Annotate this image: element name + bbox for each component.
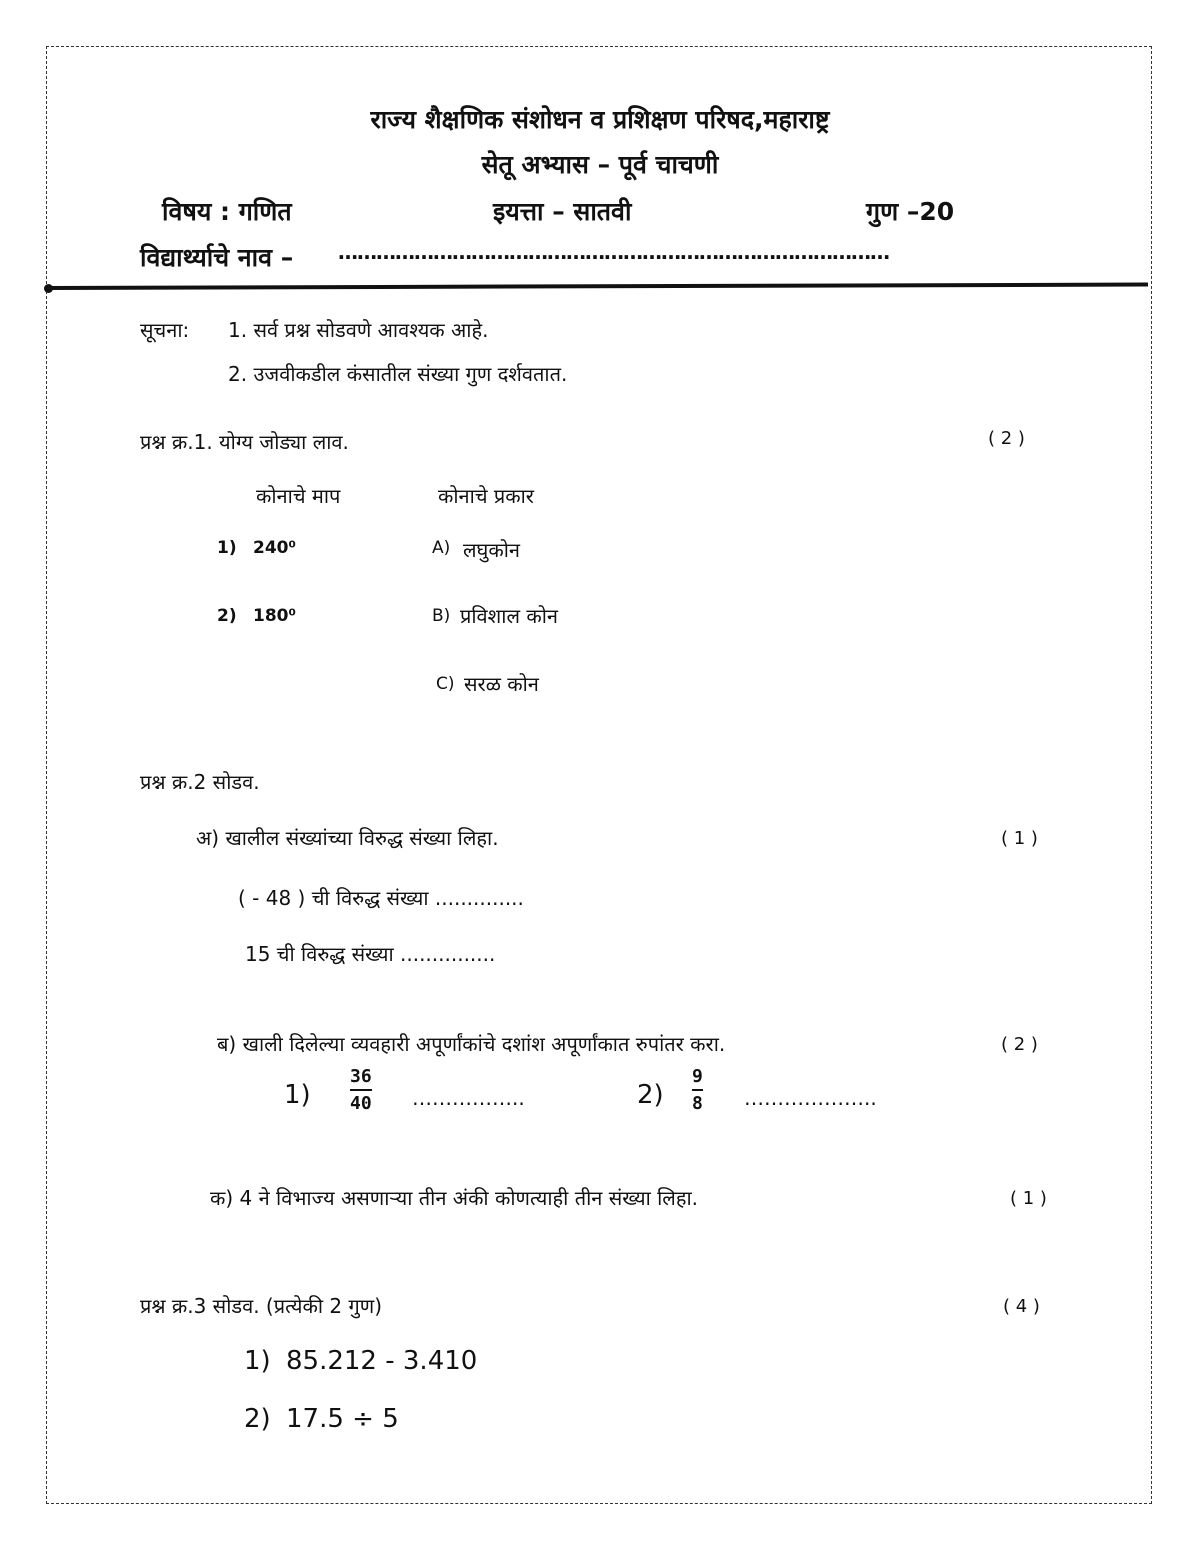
q2c-text: क) 4 ने विभाज्य असणाऱ्या तीन अंकी कोणत्याही तीन संख्या लिहा. [210, 1186, 698, 1210]
q2a-marks: ( 1 ) [1001, 828, 1038, 849]
fraction-1-label: 1) [284, 1080, 311, 1110]
q3-item-expr: 85.212 - 3.410 [286, 1346, 478, 1376]
fraction-1-bar [350, 1089, 372, 1091]
fraction-2-bar [692, 1089, 703, 1091]
fraction-2-denominator: 8 [692, 1093, 703, 1114]
q1-left-num: 2) [217, 606, 237, 626]
q3-item-expr: 17.5 ÷ 5 [286, 1404, 399, 1434]
q3-title: प्रश्न क्र.3 सोडव. (प्रत्येकी 2 गुण) [140, 1294, 382, 1318]
q3-item-num: 2) [244, 1404, 271, 1434]
q1-marks: ( 2 ) [988, 428, 1025, 449]
q1-column-a-heading: कोनाचे माप [256, 484, 341, 508]
q2-title: प्रश्न क्र.2 सोडव. [140, 770, 260, 794]
q2b-marks: ( 2 ) [1001, 1034, 1038, 1055]
fraction-2-numerator: 9 [692, 1066, 703, 1087]
q1-right-text: लघुकोन [463, 538, 521, 562]
q1-left-num: 1) [217, 538, 237, 558]
fraction-2-label: 2) [637, 1080, 664, 1110]
q2c-marks: ( 1 ) [1010, 1188, 1047, 1209]
fraction-2-answer-blank: ……………….. [744, 1086, 877, 1110]
q2a-line-2: 15 ची विरुद्ध संख्या ............... [245, 942, 496, 966]
q1-right-letter: B) [432, 606, 451, 626]
fraction-1-denominator: 40 [350, 1093, 372, 1114]
q3-item-num: 1) [244, 1346, 271, 1376]
q1-title: प्रश्न क्र.1. योग्य जोड्या लाव. [140, 430, 349, 454]
q1-right-text: प्रविशाल कोन [460, 604, 559, 628]
board-title: राज्य शैक्षणिक संशोधन व प्रशिक्षण परिषद,महाराष्ट्र [370, 105, 830, 134]
q1-right-text: सरळ कोन [464, 672, 539, 696]
q1-left-value: 180⁰ [253, 606, 296, 626]
instruction-2: 2. उजवीकडील कंसातील संख्या गुण दर्शवतात. [228, 362, 568, 386]
divider-bullet [44, 284, 53, 293]
instruction-1: 1. सर्व प्रश्न सोडवणे आवश्यक आहे. [228, 318, 489, 342]
fraction-1-answer-blank: …………….. [412, 1086, 525, 1110]
instructions-label: सूचना: [140, 318, 190, 342]
q3-marks: ( 4 ) [1003, 1296, 1040, 1317]
q1-left-value: 240⁰ [253, 538, 296, 558]
fraction-36-40 [350, 1066, 372, 1114]
fraction-1-numerator: 36 [350, 1066, 372, 1087]
q2a-text: अ) खालील संख्यांच्या विरुद्ध संख्या लिहा. [196, 826, 499, 850]
q2b-text: ब) खाली दिलेल्या व्यवहारी अपूर्णांकांचे दशांश अपूर्णांकात रुपांतर करा. [217, 1032, 726, 1056]
q1-right-letter: C) [436, 674, 455, 694]
subject-label: विषय : गणित [162, 197, 292, 226]
grade-label: इयत्ता – सातवी [493, 197, 632, 226]
q1-right-letter: A) [432, 538, 451, 558]
marks-label: गुण –20 [866, 197, 955, 226]
student-name-label: विद्यार्थ्याचे नाव – [140, 243, 294, 272]
q1-column-b-heading: कोनाचे प्रकार [438, 484, 534, 508]
test-title: सेतू अभ्यास – पूर्व चाचणी [481, 150, 719, 179]
q2a-line-1: ( - 48 ) ची विरुद्ध संख्या .............. [238, 886, 524, 910]
student-name-blank: …………………………………………………………………………… [338, 240, 889, 264]
fraction-9-8 [692, 1066, 703, 1114]
